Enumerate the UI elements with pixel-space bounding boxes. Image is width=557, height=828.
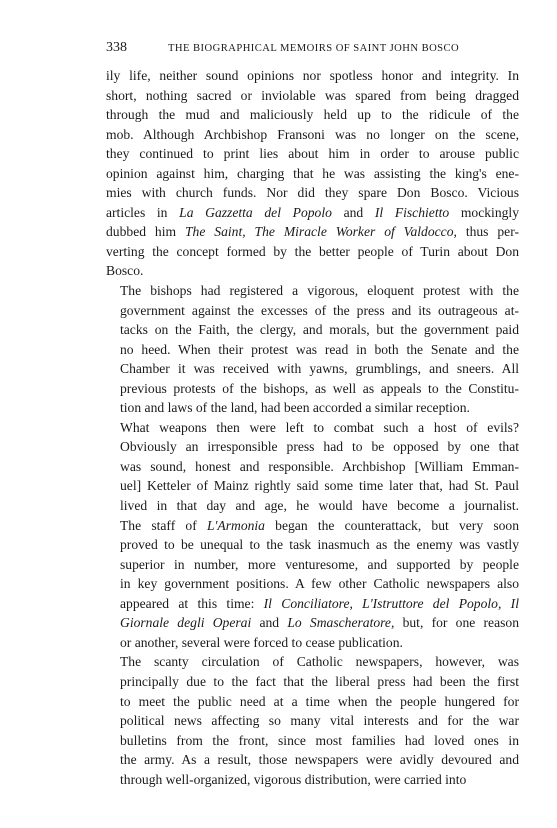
text-run: through the mud and maliciously held up to the ridicule of the (106, 107, 519, 123)
page-header (106, 40, 519, 66)
text-run: mies with church funds. Nor did they spare Don Bosco. Vicious (106, 185, 519, 201)
text-run: The bishops had registered a vigorous, eloquent protest with the (120, 283, 519, 299)
text-line (106, 359, 519, 379)
text-run: superior in number, more venturesome, and supported by people (120, 556, 519, 572)
text-run: dubbed him (106, 224, 185, 240)
text-line (106, 301, 519, 321)
text-line (106, 222, 519, 242)
text-line (106, 340, 519, 360)
text-run: was sound, honest and responsible. Archbishop [William Emman- (120, 458, 519, 474)
text-run: lived in that day and age, he would have become a journalist. (120, 498, 519, 514)
text-run: Bosco. (106, 263, 144, 279)
text-line (106, 594, 519, 614)
text-run: previous protests of the bishops, as well as appeals to the Constitu- (120, 380, 519, 396)
text-line (106, 652, 519, 672)
text-run: the army. As a result, those newspapers were avidly devoured and (120, 752, 519, 768)
text-line (106, 555, 519, 575)
italic-title: Lo Smascheratore, (287, 615, 395, 631)
text-run: tacks on the Faith, the clergy, and morals, but the government paid (120, 322, 519, 338)
text-line (106, 457, 519, 477)
text-run: mockingly (449, 204, 519, 220)
text-run: The staff of (120, 517, 207, 533)
text-line (106, 398, 519, 418)
text-run: in key government positions. A few other Catholic newspapers also (120, 576, 519, 592)
text-line (106, 242, 519, 262)
text-line (106, 770, 519, 790)
paragraph (106, 418, 519, 653)
paragraph (106, 281, 519, 418)
text-run: The scanty circulation of Catholic newspapers, however, was (120, 654, 519, 670)
text-run: short, nothing sacred or inviolable was spared from being dragged (106, 87, 519, 103)
paragraph (106, 66, 519, 281)
body-text (106, 66, 519, 789)
text-run: no heed. When their protest was read in both the Senate and the (120, 341, 519, 357)
text-run: began the counterattack, but very soon (264, 517, 519, 533)
text-run: proved to be unequal to the task inasmuch as the enemy was vastly (120, 537, 519, 553)
text-line (106, 183, 519, 203)
text-run: Obviously an irresponsible press had to be opposed by one that (120, 439, 519, 455)
text-run: or another, several were forced to cease publication. (120, 634, 403, 650)
text-run: and (331, 204, 375, 220)
text-run: verting the concept formed by the better people of Turin about Don (106, 243, 519, 259)
text-run: to meet the public need at a time when the people hungered for (120, 693, 519, 709)
text-run: and (251, 615, 288, 631)
text-line (106, 320, 519, 340)
text-run: articles in (106, 204, 180, 220)
italic-title: Giornale degli Operai (120, 615, 252, 631)
text-run: government against the excesses of the press and its outrageous at- (120, 302, 519, 318)
text-run: opinion against him, charging that he was assisting the king's ene- (106, 165, 519, 181)
text-run: through well-organized, vigorous distribution, were carried into (120, 771, 467, 787)
text-run: bulletins from the front, since most families had loved ones in (120, 732, 519, 748)
text-line (106, 672, 519, 692)
text-line (106, 437, 519, 457)
text-run: tion and laws of the land, had been accorded a similar reception. (120, 400, 470, 416)
text-line (106, 164, 519, 184)
text-run: appeared at this time: (120, 595, 264, 611)
text-line (106, 125, 519, 145)
text-line (106, 105, 519, 125)
text-line (106, 418, 519, 438)
text-line (106, 613, 519, 633)
text-run: but, for one reason (394, 615, 519, 631)
text-line (106, 379, 519, 399)
text-line (106, 66, 519, 86)
paragraph (106, 652, 519, 789)
book-page (106, 40, 519, 789)
text-line (106, 516, 519, 536)
text-line (106, 476, 519, 496)
text-run: Chamber it was received with yawns, grumblings, and sneers. All (120, 361, 519, 377)
italic-title: La Gazzetta del Popolo (179, 204, 332, 220)
text-line (106, 281, 519, 301)
text-line (106, 692, 519, 712)
text-line (106, 535, 519, 555)
text-run: mob. Although Archbishop Fransoni was no longer on the scene, (106, 126, 519, 142)
text-run: uel] Ketteler of Mainz rightly said some time later that, had St. Paul (120, 478, 519, 494)
italic-title: L'Armonia (206, 517, 265, 533)
text-line (106, 633, 519, 653)
page-number: 338 (106, 40, 127, 55)
italic-title: Il Fischietto (374, 204, 450, 220)
italic-title: Il Conciliatore, L'Istruttore del Popolo, Il (263, 595, 519, 611)
text-line (106, 496, 519, 516)
text-line (106, 574, 519, 594)
text-run: political news affecting so many vital interests and for the war (120, 713, 519, 729)
text-line (106, 750, 519, 770)
text-run: ily life, neither sound opinions nor spotless honor and integrity. In (106, 68, 519, 83)
running-head: THE BIOGRAPHICAL MEMOIRS OF SAINT JOHN BOSCO (168, 43, 460, 54)
text-line (106, 144, 519, 164)
text-line (106, 711, 519, 731)
text-line (106, 203, 519, 223)
text-run: they continued to print lies about him in order to arouse public (106, 146, 519, 162)
text-run: principally due to the fact that the liberal press had been the first (120, 673, 519, 689)
italic-title: The Saint, The Miracle Worker of Valdocco, (184, 224, 457, 240)
text-run: thus per- (456, 224, 519, 240)
text-run: What weapons then were left to combat such a host of evils? (120, 419, 519, 435)
text-line (106, 86, 519, 106)
text-line (106, 731, 519, 751)
text-line (106, 261, 519, 281)
